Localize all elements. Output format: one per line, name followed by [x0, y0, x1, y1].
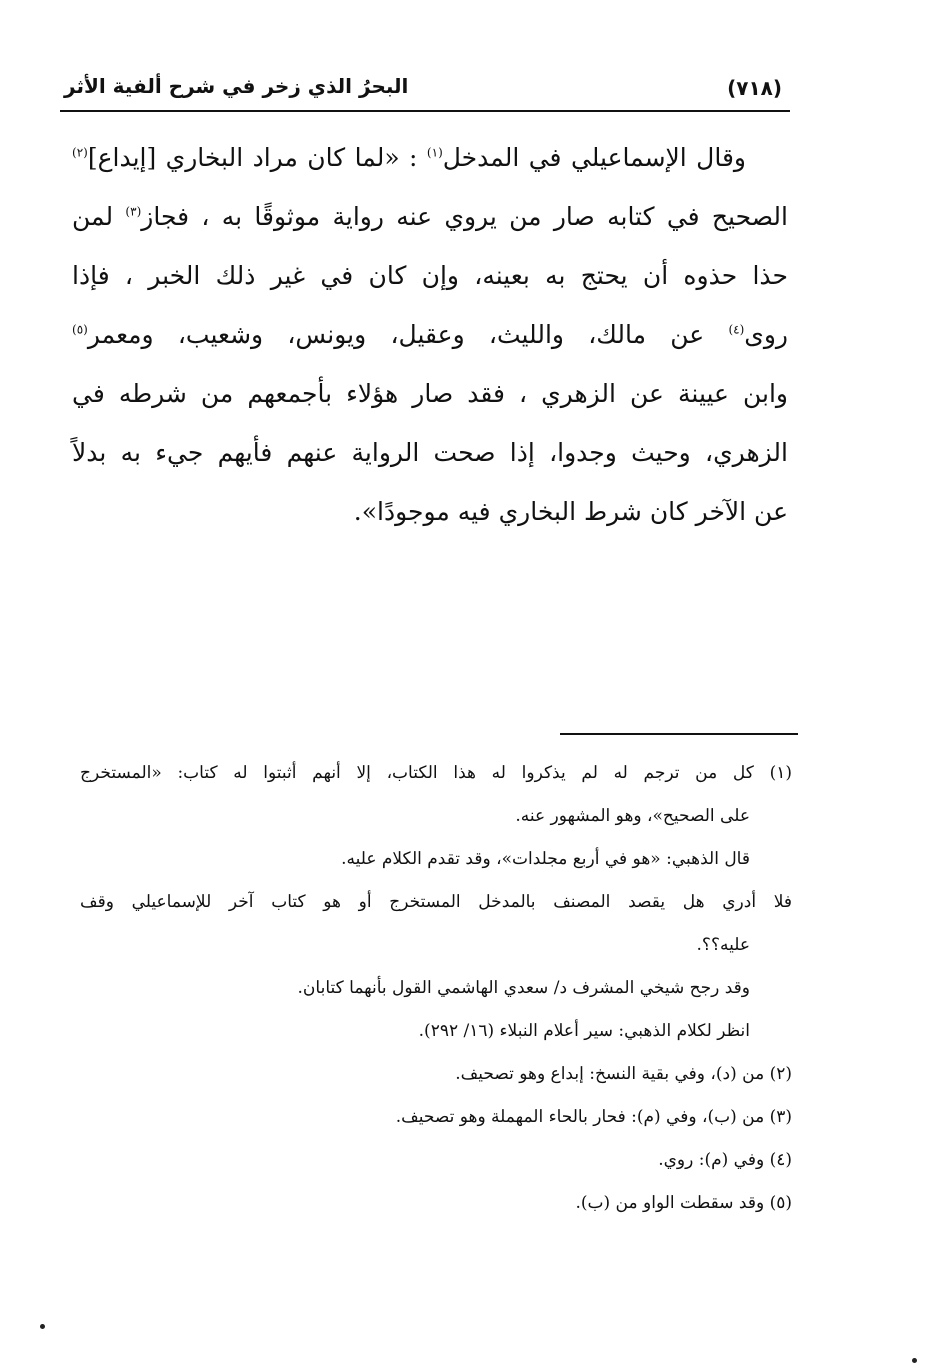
scan-speck — [912, 1358, 917, 1363]
footnote-line: على الصحيح»، وهو المشهور عنه. — [515, 806, 750, 826]
text-segment: روى — [744, 320, 788, 349]
footnote-line: فلا أدري هل يقصد المصنف بالمدخل المستخرج أو هو كتاب آخر للإسماعيلي وقف — [80, 892, 792, 912]
main-text-line: حذا حذوه أن يحتج به بعينه، وإن كان في غير ذلك الخبر ، فإذا — [72, 261, 788, 290]
main-text-line — [72, 128, 788, 187]
running-title: البحرُ الذي زخر في شرح ألفية الأثر — [64, 74, 409, 98]
footnote-line: قال الذهبي: «هو في أربع مجلدات»، وقد تقدم الكلام عليه. — [341, 849, 750, 869]
main-text — [72, 128, 788, 541]
footnote-marker: (١) — [426, 145, 443, 160]
text-segment: عن مالك، والليث، وعقيل، ويونس، وشعيب، ومعمر — [87, 320, 729, 349]
main-text-line: وابن عيينة عن الزهري ، فقد صار هؤلاء بأجمعهم من شرطه في — [72, 379, 788, 408]
footnote-line: (٤) وفي (م): روي. — [658, 1150, 792, 1170]
main-text-line: عن الآخر كان شرط البخاري فيه موجودًا». — [353, 497, 788, 526]
page-number: (٧١٨) — [727, 76, 782, 100]
footnote-marker: (٢) — [72, 145, 88, 160]
scan-speck — [40, 1324, 45, 1329]
footnotes — [80, 752, 792, 1225]
text-segment: لمن — [72, 202, 126, 231]
text-segment: : «لما كان مراد البخاري [إيداع] — [87, 143, 427, 172]
footnote-marker: (٤) — [728, 322, 745, 337]
main-text-line — [72, 305, 788, 364]
text-segment: وقال الإسماعيلي في المدخل — [442, 143, 746, 172]
footnote-line: (٢) من (د)، وفي بقية النسخ: إبداع وهو تصحيف. — [455, 1064, 792, 1084]
main-text-line — [72, 187, 788, 246]
footnote-line: (٥) وقد سقطت الواو من (ب). — [575, 1193, 792, 1213]
footnote-line: (٣) من (ب)، وفي (م): فحار بالحاء المهملة وهو تصحيف. — [395, 1107, 792, 1127]
footnote-line: (١) كل من ترجم له لم يذكروا له هذا الكتاب، إلا أنهم أثبتوا له كتاب: «المستخرج — [80, 763, 792, 783]
text-segment: الصحيح في كتابه صار من يروي عنه رواية موثوقًا به ، فجاز — [141, 202, 788, 231]
footnote-line: وقد رجح شيخي المشرف د/ سعدي الهاشمي القول بأنهما كتابان. — [297, 978, 750, 998]
footnote-line: عليه؟؟. — [696, 935, 750, 955]
footnote-marker: (٥) — [72, 322, 88, 337]
footnote-marker: (٣) — [125, 204, 142, 219]
footnote-line: انظر لكلام الذهبي: سير أعلام النبلاء (١٦/ ٢٩٢). — [418, 1021, 750, 1041]
page-header — [60, 70, 790, 112]
footnote-separator — [560, 733, 798, 735]
main-text-line: الزهري، وحيث وجدوا، إذا صحت الرواية عنهم فأيهم جيء به بدلاً — [72, 438, 788, 467]
